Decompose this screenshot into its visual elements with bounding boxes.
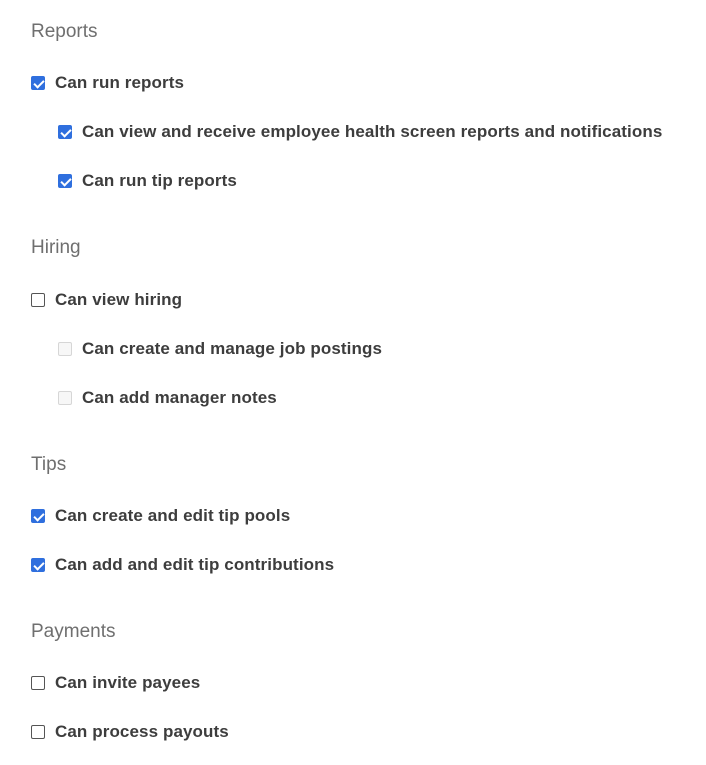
permission-label: Can create and manage job postings: [82, 339, 383, 358]
permission-label: Can add manager notes: [82, 388, 277, 407]
section-title-reports: Reports: [31, 21, 98, 42]
checkbox-add-manager-notes: [58, 391, 72, 405]
checkbox-invite-payees[interactable]: [31, 676, 45, 690]
permission-can-run-tip-reports[interactable]: [58, 169, 237, 193]
checkbox-edit-tip-contributions[interactable]: [31, 558, 45, 572]
checkbox-can-run-reports[interactable]: [31, 76, 45, 90]
permission-health-screen-reports[interactable]: [58, 120, 662, 144]
checkbox-process-payouts[interactable]: [31, 725, 45, 739]
checkbox-can-run-tip-reports[interactable]: [58, 174, 72, 188]
checkbox-manage-job-postings: [58, 342, 72, 356]
permission-label: Can invite payees: [55, 673, 201, 692]
permission-label: Can process payouts: [55, 722, 229, 741]
permission-manage-job-postings: [58, 337, 382, 361]
permission-process-payouts[interactable]: [31, 720, 229, 744]
permission-label: Can run reports: [55, 73, 185, 92]
permission-edit-tip-pools[interactable]: [31, 504, 290, 528]
permission-label: Can view and receive employee health screen reports and notifications: [82, 122, 663, 141]
permission-label: Can run tip reports: [82, 171, 237, 190]
section-title-tips: Tips: [31, 454, 67, 475]
section-title-hiring: Hiring: [31, 237, 81, 258]
permission-label: Can create and edit tip pools: [55, 506, 291, 525]
permission-label: Can add and edit tip contributions: [55, 555, 335, 574]
checkbox-health-screen-reports[interactable]: [58, 125, 72, 139]
permission-invite-payees[interactable]: [31, 671, 200, 695]
permission-label: Can view hiring: [55, 290, 183, 309]
section-title-payments: Payments: [31, 621, 116, 642]
checkbox-edit-tip-pools[interactable]: [31, 509, 45, 523]
checkbox-can-view-hiring[interactable]: [31, 293, 45, 307]
permission-can-view-hiring[interactable]: [31, 288, 182, 312]
permission-can-run-reports[interactable]: [31, 71, 184, 95]
permission-edit-tip-contributions[interactable]: [31, 553, 334, 577]
permission-add-manager-notes: [58, 386, 277, 410]
